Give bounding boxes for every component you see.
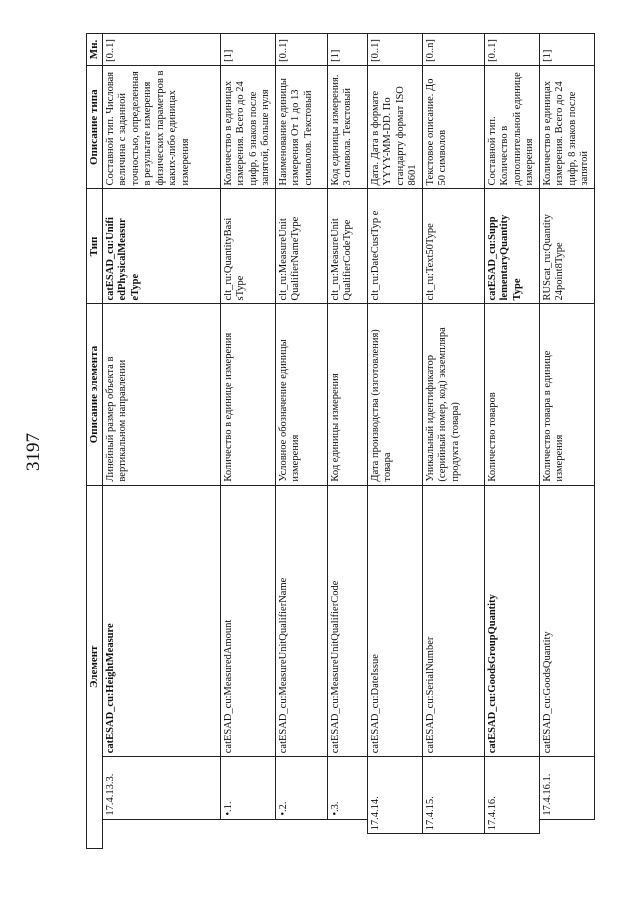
- type-description: Дата. Дата в формате YYYY-MM-DD. По стандарту формат ISO 8601: [367, 65, 422, 189]
- element-name: catESAD_cu:MeasuredAmount: [220, 485, 275, 757]
- element-description: Количество товара в единице измерения: [539, 304, 594, 485]
- type-description: Составной тип. Количество в дополнительной единице измерения: [484, 65, 539, 189]
- element-name: catESAD_cu:MeasureUnitQualifierCode: [327, 485, 367, 757]
- multiplicity: [0..1]: [275, 34, 327, 66]
- element-name: catESAD_cu:GoodsQuantity: [539, 485, 594, 757]
- row-number: 17.4.16.1.: [539, 757, 594, 819]
- multiplicity: [1]: [327, 34, 367, 66]
- table-row: [220, 34, 275, 849]
- table-row: [275, 34, 327, 849]
- element-description: Условное обозначение единицы измерения: [275, 304, 327, 485]
- type-description: Текстовое описание. До 50 символов: [422, 65, 484, 189]
- element-description: Уникальный идентификатор (серийный номер, код) экземпляра продукта (товара): [422, 304, 484, 485]
- type-name: clt_ru:QuantityBasi sType: [220, 189, 275, 304]
- header-element: Элемент: [87, 485, 103, 848]
- table-row: [102, 34, 220, 849]
- row-number: 17.4.13.3.: [102, 757, 220, 819]
- header-type-description: Описание типа: [87, 65, 103, 189]
- row-number: •.1.: [220, 757, 275, 819]
- element-description: Код единицы измерения: [327, 304, 367, 485]
- type-description: Количество в единицах измерения. Всего до 24 цифр, 8 знаков после запятой: [539, 65, 594, 189]
- type-description: Наименование единицы измерения От 1 до 13 символов. Текстовый: [275, 65, 327, 189]
- type-name: catESAD_cu:Unifi edPhysicalMeasur eType: [102, 189, 220, 304]
- type-description: Количество в единицах измерения. Всего до 24 цифр, 6 знаков после запятой, больше нуля: [220, 65, 275, 189]
- multiplicity: [1]: [539, 34, 594, 66]
- row-number: •.2.: [275, 757, 327, 819]
- page-number: 3197: [23, 433, 44, 471]
- multiplicity: [0..1]: [102, 34, 220, 66]
- header-element-description: Описание элемента: [87, 304, 103, 485]
- element-description: Дата производства (изготовления) товара: [367, 304, 422, 485]
- table-row: [422, 34, 484, 849]
- type-name: catESAD_cu:Supp lementaryQuantity Type: [484, 189, 539, 304]
- type-name: RUScat_ru:Quantity 24point8Type: [539, 189, 594, 304]
- multiplicity: [0..n]: [422, 34, 484, 66]
- table-row: [484, 34, 539, 849]
- row-number: 17.4.16.: [484, 757, 539, 834]
- header-type: Тип: [87, 189, 103, 304]
- type-description: Составной тип. Числовая величина с заданной точностью, определенная в результате измерения физических параметров в каких-либо единицах измерения: [102, 65, 220, 189]
- type-name: clt_ru:Text50Type: [422, 189, 484, 304]
- element-description: Количество товаров: [484, 304, 539, 485]
- row-number: •.3.: [327, 757, 367, 819]
- element-description: Линейный размер объекта в вертикальном направлении: [102, 304, 220, 485]
- rotated-table-area: [86, 33, 627, 849]
- type-name: clt_ru:DateCustTyp e: [367, 189, 422, 304]
- table-row: [367, 34, 422, 849]
- type-name: clt_ru:MeasureUnit QualifierCodeType: [327, 189, 367, 304]
- multiplicity: [1]: [220, 34, 275, 66]
- type-description: Код единицы измерения. 3 символа. Текстовый: [327, 65, 367, 189]
- type-name: clt_ru:MeasureUnit QualifierNameType: [275, 189, 327, 304]
- element-description: Количество в единице измерения: [220, 304, 275, 485]
- multiplicity: [0..1]: [484, 34, 539, 66]
- element-name: catESAD_cu:SerialNumber: [422, 485, 484, 757]
- table-row: [327, 34, 367, 849]
- element-table: [86, 33, 595, 849]
- element-name: catESAD_cu:GoodsGroupQuantity: [484, 485, 539, 757]
- table-header-row: [87, 34, 103, 849]
- element-name: catESAD_cu:DateIssue: [367, 485, 422, 757]
- multiplicity: [0..1]: [367, 34, 422, 66]
- header-multiplicity: Мн.: [87, 34, 103, 66]
- row-number: 17.4.14.: [367, 757, 422, 834]
- row-number: 17.4.15.: [422, 757, 484, 834]
- element-name: catESAD_cu:HeightMeasure: [102, 485, 220, 757]
- table-row: [539, 34, 594, 849]
- element-name: catESAD_cu:MeasureUnitQualifierName: [275, 485, 327, 757]
